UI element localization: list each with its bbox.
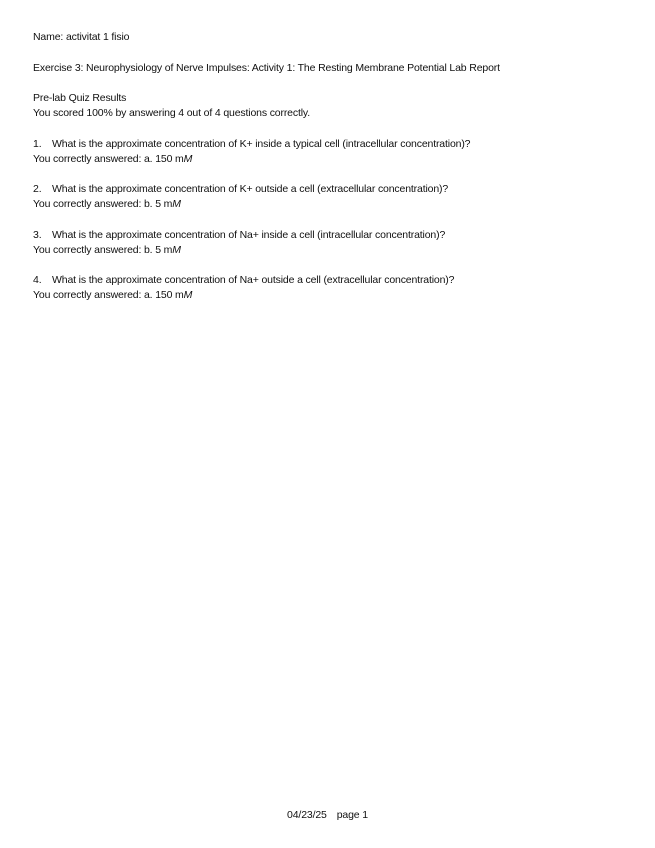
answer-unit: M	[172, 198, 181, 210]
footer-date: 04/23/25	[287, 809, 327, 821]
quiz-heading: Pre-lab Quiz Results	[33, 92, 127, 104]
question-number: 4.	[33, 274, 42, 286]
page-footer	[0, 809, 655, 822]
question-text: What is the approximate concentration of K+ inside a typical cell (intracellular concentration)?	[52, 138, 471, 150]
question-4	[33, 274, 454, 287]
exercise-title: Exercise 3: Neurophysiology of Nerve Impulses: Activity 1: The Resting Membrane Potential Lab Report	[33, 62, 500, 74]
question-text: What is the approximate concentration of K+ outside a cell (extracellular concentration)?	[52, 183, 449, 195]
answer-4	[33, 289, 192, 302]
answer-text: You correctly answered: b. 5 m	[33, 244, 173, 256]
question-3	[33, 229, 445, 242]
question-1	[33, 138, 470, 151]
answer-3	[33, 244, 181, 257]
answer-unit: M	[183, 153, 193, 165]
footer-page-number: page 1	[336, 809, 368, 821]
student-name: Name: activitat 1 fisio	[33, 31, 130, 43]
question-text: What is the approximate concentration of Na+ inside a cell (intracellular concentration)?	[52, 229, 446, 241]
answer-unit: M	[172, 244, 181, 256]
quiz-score: You scored 100% by answering 4 out of 4 questions correctly.	[33, 107, 311, 119]
answer-text: You correctly answered: b. 5 m	[33, 198, 173, 210]
question-2	[33, 183, 448, 196]
question-number: 1.	[33, 138, 42, 150]
answer-text: You correctly answered: a. 150 m	[33, 153, 184, 165]
answer-text: You correctly answered: a. 150 m	[33, 289, 184, 301]
answer-2	[33, 198, 181, 211]
question-number: 2.	[33, 183, 42, 195]
answer-unit: M	[183, 289, 193, 301]
question-text: What is the approximate concentration of Na+ outside a cell (extracellular concentration)?	[52, 274, 455, 286]
question-number: 3.	[33, 229, 42, 241]
answer-1	[33, 153, 192, 166]
